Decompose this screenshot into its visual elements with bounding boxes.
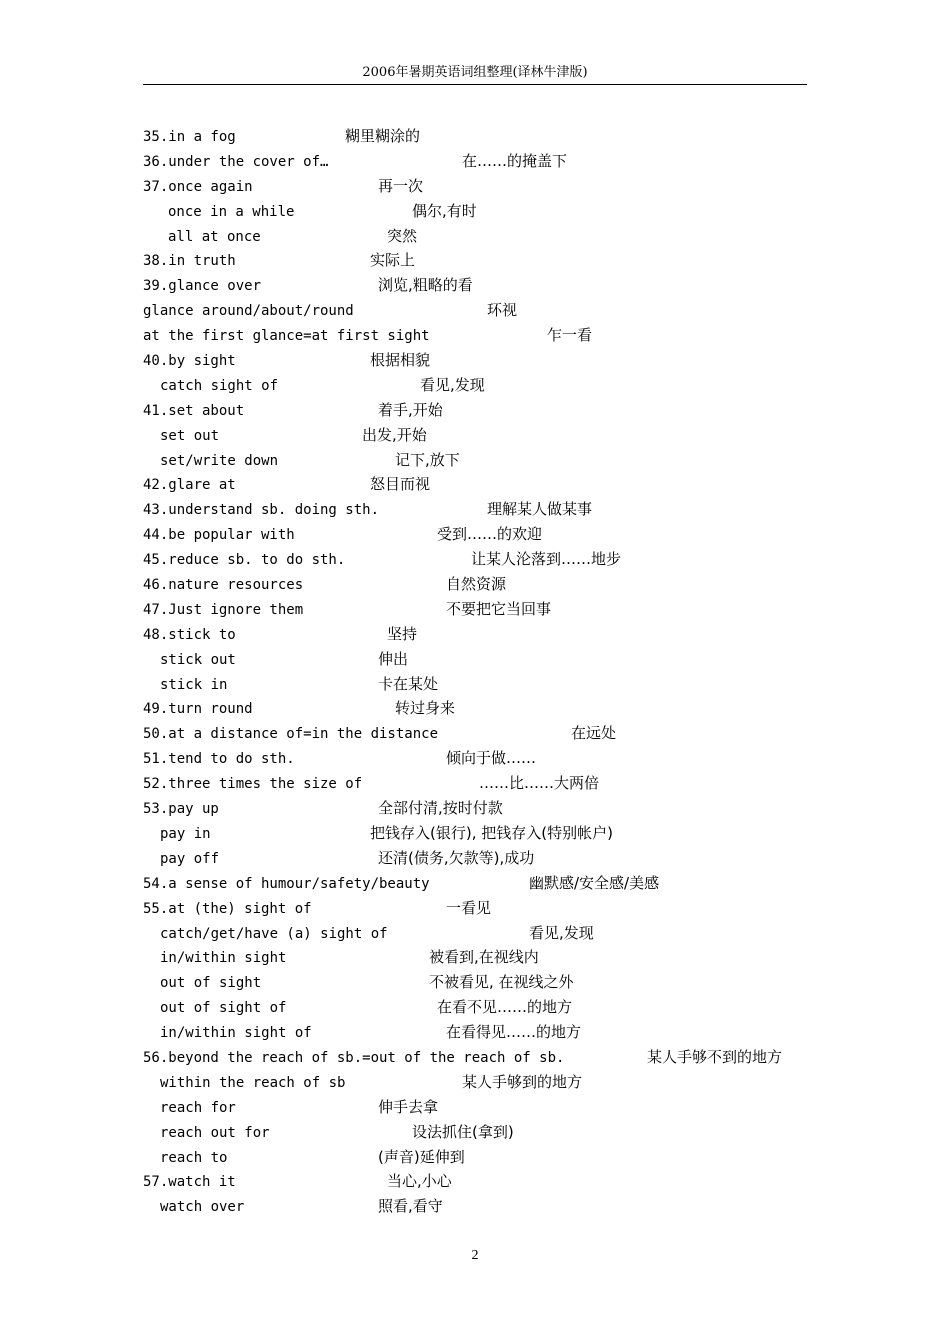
chinese-meaning: 在看不见……的地方 — [437, 998, 573, 1017]
phrase-entry — [0, 896, 950, 921]
phrase-entry — [0, 746, 950, 771]
chinese-meaning: 着手,开始 — [378, 400, 443, 419]
phrase-entry — [0, 124, 950, 149]
phrase-entry — [0, 323, 950, 348]
english-phrase: out of sight of — [160, 1000, 287, 1017]
chinese-meaning: 在远处 — [571, 724, 617, 743]
chinese-meaning: 偶尔,有时 — [412, 201, 477, 220]
english-phrase: in/within sight of — [160, 1025, 312, 1042]
phrase-entry — [0, 647, 950, 672]
phrase-entry — [0, 497, 950, 522]
chinese-meaning: 实际上 — [370, 251, 416, 270]
phrase-entry — [0, 224, 950, 249]
chinese-meaning: 浏览,粗略的看 — [378, 276, 473, 295]
english-phrase: reach to — [160, 1149, 228, 1166]
english-phrase: out of sight — [160, 975, 262, 992]
english-phrase: 52.three times the size of — [143, 776, 363, 793]
chinese-meaning: 某人手够不到的地方 — [647, 1047, 783, 1066]
chinese-meaning: 不被看见, 在视线之外 — [429, 973, 574, 992]
chinese-meaning: 坚持 — [387, 624, 418, 643]
english-phrase: 49.turn round — [143, 701, 253, 718]
phrase-entry — [0, 174, 950, 199]
chinese-meaning: 设法抓住(拿到) — [412, 1122, 514, 1141]
phrase-entry — [0, 298, 950, 323]
phrase-entry — [0, 1095, 950, 1120]
english-phrase: 55.at (the) sight of — [143, 900, 312, 917]
phrase-entry — [0, 472, 950, 497]
english-phrase: 41.set about — [143, 402, 245, 419]
english-phrase: within the reach of sb — [160, 1074, 346, 1091]
phrase-entry — [0, 771, 950, 796]
chinese-meaning: 受到……的欢迎 — [437, 525, 543, 544]
chinese-meaning: 出发,开始 — [362, 425, 427, 444]
phrase-entry — [0, 448, 950, 473]
english-phrase: watch over — [160, 1199, 245, 1216]
phrase-entry — [0, 522, 950, 547]
chinese-meaning: 在……的掩盖下 — [462, 151, 568, 170]
phrase-entry — [0, 597, 950, 622]
page-header: 2006年暑期英语词组整理(译林牛津版) — [143, 62, 807, 85]
english-phrase: 57.watch it — [143, 1174, 236, 1191]
chinese-meaning: 某人手够到的地方 — [462, 1072, 583, 1091]
english-phrase: 48.stick to — [143, 626, 236, 643]
english-phrase: 38.in truth — [143, 253, 236, 270]
english-phrase: 40.by sight — [143, 353, 236, 370]
phrase-entry — [0, 1169, 950, 1194]
phrase-entry — [0, 995, 950, 1020]
phrase-entry — [0, 149, 950, 174]
phrase-entry — [0, 846, 950, 871]
chinese-meaning: 幽默感/安全感/美感 — [529, 873, 660, 892]
english-phrase: 46.nature resources — [143, 577, 304, 594]
english-phrase: glance around/about/round — [143, 303, 354, 320]
english-phrase: all at once — [168, 228, 261, 245]
chinese-meaning: 当心,小心 — [387, 1172, 452, 1191]
phrase-entry — [0, 423, 950, 448]
phrase-entry — [0, 871, 950, 896]
chinese-meaning: 一看见 — [446, 898, 492, 917]
english-phrase: 50.at a distance of=in the distance — [143, 726, 439, 743]
phrase-entry — [0, 273, 950, 298]
phrase-entry — [0, 348, 950, 373]
english-phrase: 47.Just ignore them — [143, 601, 304, 618]
english-phrase: 44.be popular with — [143, 527, 295, 544]
english-phrase: 43.understand sb. doing sth. — [143, 502, 380, 519]
chinese-meaning: 不要把它当回事 — [446, 599, 552, 618]
chinese-meaning: 伸手去拿 — [378, 1097, 439, 1116]
chinese-meaning: 照看,看守 — [378, 1197, 443, 1216]
chinese-meaning: 乍一看 — [547, 326, 593, 345]
chinese-meaning: 还清(债务,欠款等),成功 — [378, 848, 535, 867]
chinese-meaning: 被看到,在视线内 — [429, 948, 539, 967]
phrase-entry — [0, 248, 950, 273]
phrase-entry — [0, 696, 950, 721]
phrase-entry — [0, 1020, 950, 1045]
phrase-entry — [0, 622, 950, 647]
phrase-list — [0, 124, 950, 1219]
phrase-entry — [0, 1070, 950, 1095]
chinese-meaning: 伸出 — [378, 649, 409, 668]
phrase-entry — [0, 547, 950, 572]
chinese-meaning: 卡在某处 — [378, 674, 439, 693]
english-phrase: once in a while — [168, 203, 295, 220]
english-phrase: stick out — [160, 651, 236, 668]
english-phrase: pay off — [160, 850, 220, 867]
english-phrase: 42.glare at — [143, 477, 236, 494]
english-phrase: stick in — [160, 676, 228, 693]
english-phrase: 37.once again — [143, 178, 253, 195]
chinese-meaning: ……比……大两倍 — [479, 774, 600, 793]
phrase-entry — [0, 721, 950, 746]
english-phrase: catch/get/have (a) sight of — [160, 925, 388, 942]
phrase-entry — [0, 970, 950, 995]
chinese-meaning: 根据相貌 — [370, 351, 431, 370]
english-phrase: 54.a sense of humour/safety/beauty — [143, 875, 430, 892]
phrase-entry — [0, 398, 950, 423]
phrase-entry — [0, 373, 950, 398]
phrase-entry — [0, 672, 950, 697]
chinese-meaning: 糊里糊涂的 — [345, 127, 421, 145]
english-phrase: 35.in a fog — [143, 129, 236, 145]
phrase-entry — [0, 572, 950, 597]
chinese-meaning: 倾向于做…… — [446, 749, 537, 768]
chinese-meaning: 自然资源 — [446, 575, 507, 594]
english-phrase: at the first glance=at first sight — [143, 328, 430, 345]
english-phrase: set out — [160, 427, 220, 444]
chinese-meaning: 让某人沦落到……地步 — [471, 550, 622, 569]
english-phrase: catch sight of — [160, 377, 279, 394]
phrase-entry — [0, 1120, 950, 1145]
chinese-meaning: 再一次 — [378, 176, 424, 195]
english-phrase: set/write down — [160, 452, 279, 469]
page-number: 2 — [471, 1248, 479, 1263]
chinese-meaning: 理解某人做某事 — [487, 500, 593, 519]
english-phrase: 56.beyond the reach of sb.=out of the reach of sb. — [143, 1049, 565, 1066]
chinese-meaning: 在看得见……的地方 — [446, 1023, 582, 1042]
phrase-entry — [0, 796, 950, 821]
chinese-meaning: 转过身来 — [395, 699, 456, 718]
phrase-entry — [0, 199, 950, 224]
chinese-meaning: 看见,发现 — [529, 923, 594, 942]
chinese-meaning: 怒目而视 — [370, 475, 431, 494]
chinese-meaning: 把钱存入(银行), 把钱存入(特别帐户) — [370, 823, 613, 842]
chinese-meaning: 突然 — [387, 226, 418, 245]
phrase-entry — [0, 945, 950, 970]
english-phrase: 51.tend to do sth. — [143, 751, 295, 768]
chinese-meaning: (声音)延伸到 — [378, 1147, 465, 1166]
english-phrase: 39.glance over — [143, 278, 262, 295]
chinese-meaning: 环视 — [487, 301, 518, 320]
phrase-entry — [0, 821, 950, 846]
english-phrase: in/within sight — [160, 950, 287, 967]
chinese-meaning: 全部付清,按时付款 — [378, 799, 503, 818]
english-phrase: 45.reduce sb. to do sth. — [143, 552, 346, 569]
english-phrase: 36.under the cover of… — [143, 153, 329, 170]
english-phrase: reach out for — [160, 1124, 270, 1141]
english-phrase: pay in — [160, 825, 211, 842]
phrase-entry — [0, 1145, 950, 1170]
english-phrase: reach for — [160, 1099, 236, 1116]
english-phrase: 53.pay up — [143, 801, 219, 818]
phrase-entry — [0, 921, 950, 946]
chinese-meaning: 记下,放下 — [395, 450, 460, 469]
chinese-meaning: 看见,发现 — [420, 375, 485, 394]
phrase-entry — [0, 1194, 950, 1219]
phrase-entry — [0, 1045, 950, 1070]
